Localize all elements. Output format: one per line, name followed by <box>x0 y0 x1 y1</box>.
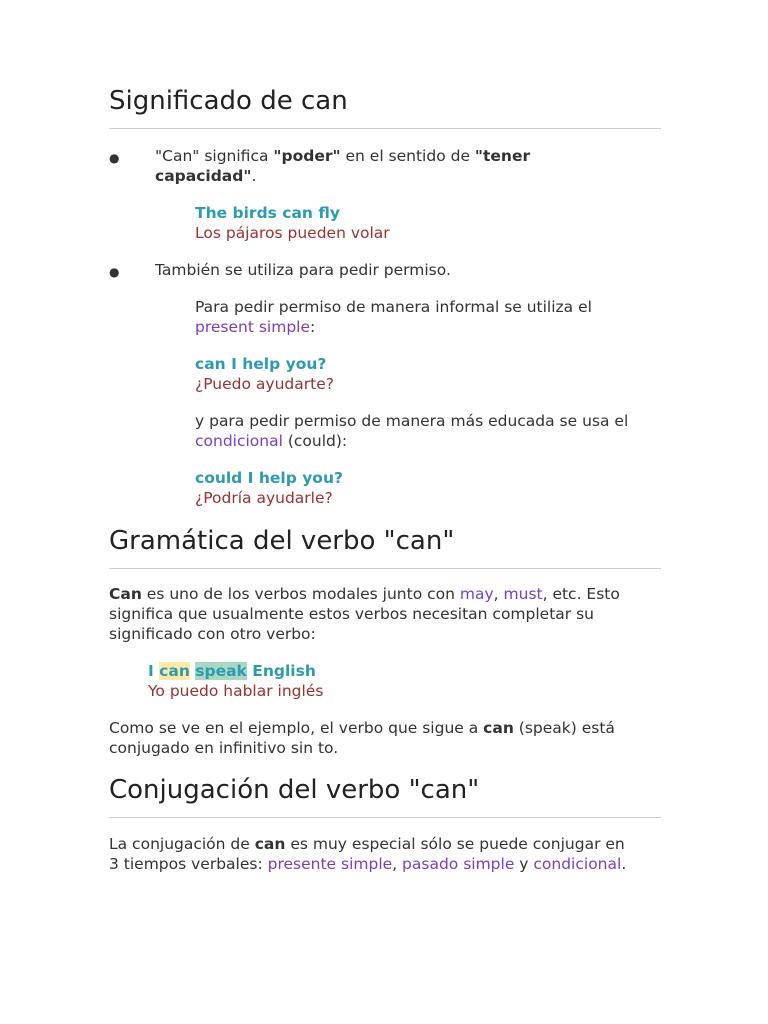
paragraph-informal: Para pedir permiso de manera informal se utiliza el present simple: <box>195 298 592 336</box>
heading-conjugacion: Conjugación del verbo "can" <box>109 775 661 818</box>
link-present-simple[interactable]: present simple <box>195 318 311 336</box>
heading-significado: Significado de can <box>109 86 661 129</box>
paragraph-modales: Can es uno de los verbos modales junto con may, must, etc. Esto significa que usualmente estos verbos necesitan completar su significado con otro verbo: <box>109 585 620 643</box>
link-condicional[interactable]: condicional <box>533 855 622 873</box>
paragraph-conjugacion: La conjugación de can es muy especial sólo se puede conjugar en 3 tiempos verbales: presente simple, pasado simple y condicional. <box>109 835 627 873</box>
link-may[interactable]: may <box>459 585 494 603</box>
link-condicional[interactable]: condicional <box>195 432 283 450</box>
bullet-icon: ● <box>109 151 120 165</box>
example-spanish: ¿Podría ayudarle? <box>195 489 333 507</box>
link-pasado-simple[interactable]: pasado simple <box>402 855 515 873</box>
heading-gramatica: Gramática del verbo "can" <box>109 526 661 569</box>
example-spanish: ¿Puedo ayudarte? <box>195 375 334 393</box>
example-spanish: Los pájaros pueden volar <box>195 224 390 242</box>
link-presente-simple[interactable]: presente simple <box>267 855 393 873</box>
example-english: could I help you? <box>195 469 343 487</box>
example-spanish: Yo puedo hablar inglés <box>148 682 324 700</box>
highlight-speak: speak <box>195 662 247 680</box>
bullet-can-significa: "Can" significa "poder" en el sentido de "tener capacidad". <box>155 147 531 185</box>
bullet-permiso: También se utiliza para pedir permiso. <box>155 261 451 279</box>
example-english: I can speak English <box>148 662 316 680</box>
highlight-can: can <box>159 662 190 680</box>
bullet-icon: ● <box>109 265 120 279</box>
paragraph-educada: y para pedir permiso de manera más educada se usa el condicional (could): <box>195 412 629 450</box>
example-english: can I help you? <box>195 355 327 373</box>
paragraph-ejemplo: Como se ve en el ejemplo, el verbo que sigue a can (speak) está conjugado en infinitivo sin to. <box>109 719 615 757</box>
example-english: The birds can fly <box>195 204 340 222</box>
link-must[interactable]: must <box>503 585 543 603</box>
